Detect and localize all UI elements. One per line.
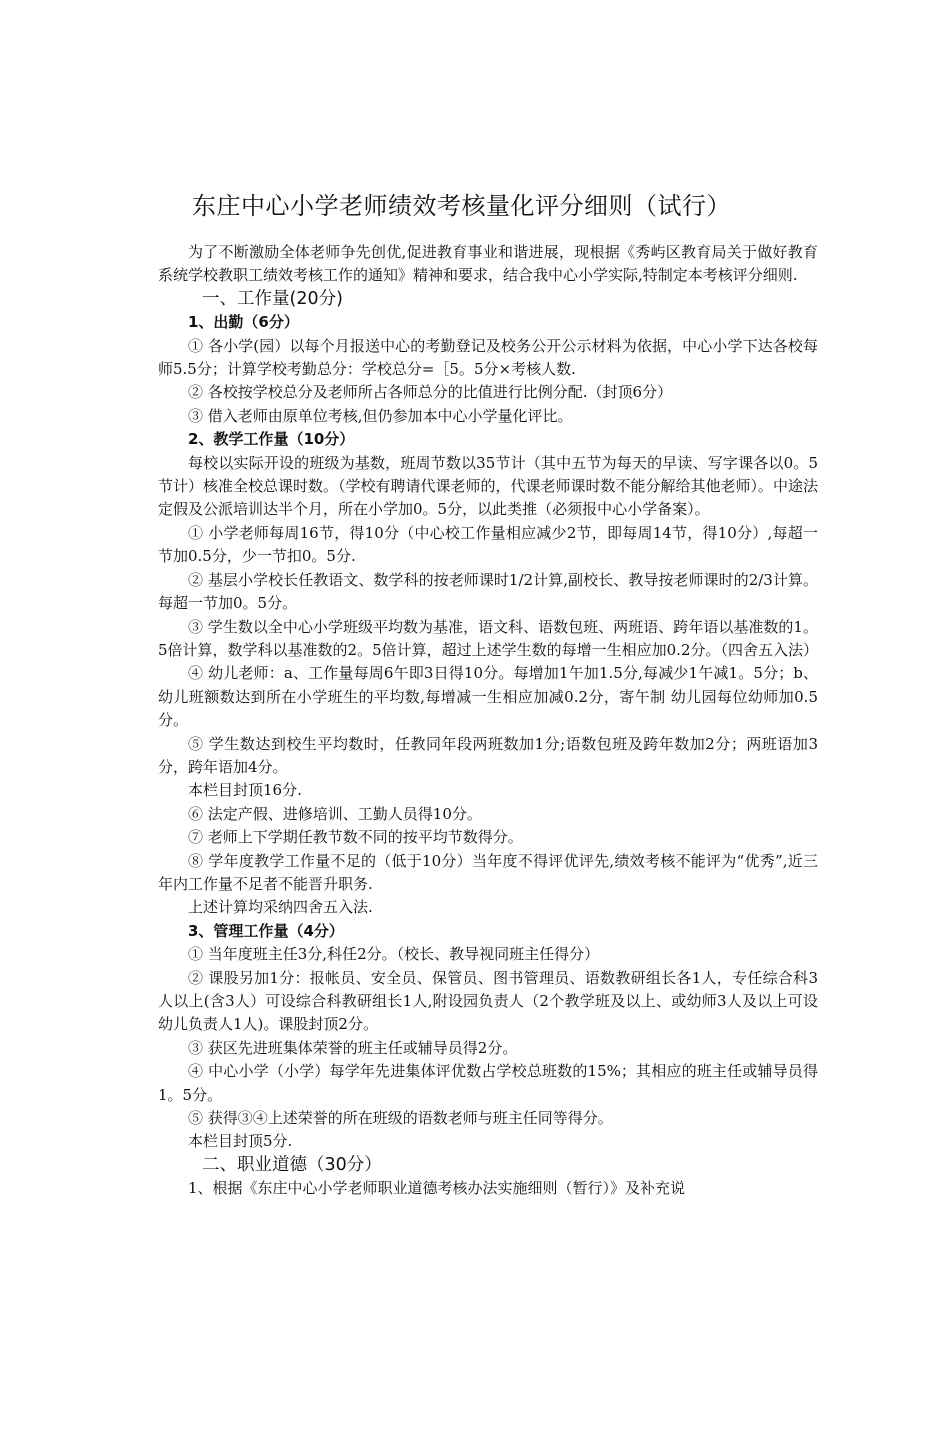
- management-workload-cap-note: 本栏目封顶5分.: [188, 1132, 293, 1151]
- teaching-workload-item: ⑧ 学年度教学工作量不足的（低于10分）当年度不得评优评先,绩效考核不能评为“优秀”,近三年内工作量不足者不能晋升职务.: [158, 851, 818, 893]
- teaching-workload-item: ⑤ 学生数达到校生平均数时，任教同年段两班数加1分;语数包班及跨年数加2分；两班语加3分，跨年语加4分。: [158, 734, 818, 776]
- teaching-workload-item: ⑥ 法定产假、进修培训、工勤人员得10分。: [188, 804, 482, 823]
- attendance-item: ② 各校按学校总分及老师所占各师总分的比值进行比例分配.（封顶6分）: [188, 383, 673, 402]
- teaching-workload-item: ⑦ 老师上下学期任教节数不同的按平均节数得分。: [188, 828, 523, 847]
- management-workload-item: ② 课股另加1分：报帐员、安全员、保管员、图书管理员、语数教研组长各1人，专任综合科3人以上(含3人）可设综合科教研组长1人,附设园负责人（2个教学班及以上、或幼师3人及以上可设幼儿负责人1人)。课股封顶2分。: [158, 968, 818, 1034]
- teaching-workload-cap-note: 本栏目封顶16分.: [188, 781, 302, 800]
- teaching-workload-item: ① 小学老师每周16节，得10分（中心校工作量相应减少2节，即每周14节，得10分）,每超一节加0.5分，少一节扣0。5分.: [158, 523, 818, 566]
- teaching-workload-item: ② 基层小学校长任教语文、数学科的按老师课时1/2计算,副校长、教导按老师课时的2/3计算。每超一节加0。5分。: [158, 570, 818, 613]
- teaching-workload-intro: 每校以实际开设的班级为基数，班周节数以35节计（其中五节为每天的早读、写字课各以0。5节计）核准全校总课时数。（学校有聘请代课老师的，代课老师课时数不能分解给其他老师）。中途法定假及公派培训达半个月，所在小学加0。5分，以此类推（必须报中心小学备案）。: [158, 453, 819, 519]
- subsection-heading-management-workload: 3、管理工作量（4分）: [188, 921, 344, 940]
- management-workload-item: ⑤ 获得③④上述荣誉的所在班级的语数老师与班主任同等得分。: [188, 1109, 613, 1128]
- attendance-item: ③ 借入老师由原单位考核,但仍参加本中心小学量化评比。: [188, 406, 573, 425]
- teaching-workload-item: ③ 学生数以全中心小学班级平均数为基准，语文科、语数包班、两班语、跨年语以基准数的1。5倍计算，数学科以基准数的2。5倍计算，超过上述学生数的每增一生相应加0.2分。（四舍五入法）: [158, 617, 818, 659]
- rounding-note: 上述计算均采纳四舍五入法.: [188, 898, 373, 917]
- professional-ethics-item: 1、根据《东庄中心小学老师职业道德考核办法实施细则（暂行）》及补充说: [188, 1179, 686, 1198]
- management-workload-item: ③ 获区先进班集体荣誉的班主任或辅导员得2分。: [188, 1038, 518, 1057]
- teaching-workload-item: ④ 幼儿老师：a、工作量每周6午即3日得10分。每增加1午加1.5分,每减少1午减1。5分；b、幼儿班额数达到所在小学班生的平均数,每增减一生相应加减0.2分，寄午制 幼儿园每位幼师加0.5分。: [158, 664, 818, 730]
- attendance-item: ① 各小学(园）以每个月报送中心的考勤登记及校务公开公示材料为依据，中心小学下达各校每师5.5分；计算学校考勤总分：学校总分=［5。5分×考核人数.: [158, 336, 818, 379]
- management-workload-item: ④ 中心小学（小学）每学年先进集体评优数占学校总班数的15%；其相应的班主任或辅导员得1。5分。: [158, 1062, 818, 1104]
- document-body: [158, 186, 818, 1201]
- subsection-heading-teaching-workload: 2、教学工作量（10分）: [188, 430, 355, 449]
- management-workload-item: ① 当年度班主任3分,科任2分。（校长、教导视同班主任得分）: [188, 945, 600, 964]
- intro-paragraph: 为了不断激励全体老师争先创优,促进教育事业和谐进展，现根据《秀屿区教育局关于做好教育系统学校教职工绩效考核工作的通知》精神和要求，结合我中心小学实际,特制定本考核评分细则.: [158, 243, 818, 285]
- document-title: 东庄中心小学老师绩效考核量化评分细则（试行）: [192, 192, 731, 220]
- section-heading-professional-ethics: 二、职业道德（30分）: [202, 1154, 382, 1175]
- subsection-heading-attendance: 1、出勤（6分）: [188, 313, 299, 332]
- section-heading-workload: 一、工作量(20分): [202, 288, 343, 309]
